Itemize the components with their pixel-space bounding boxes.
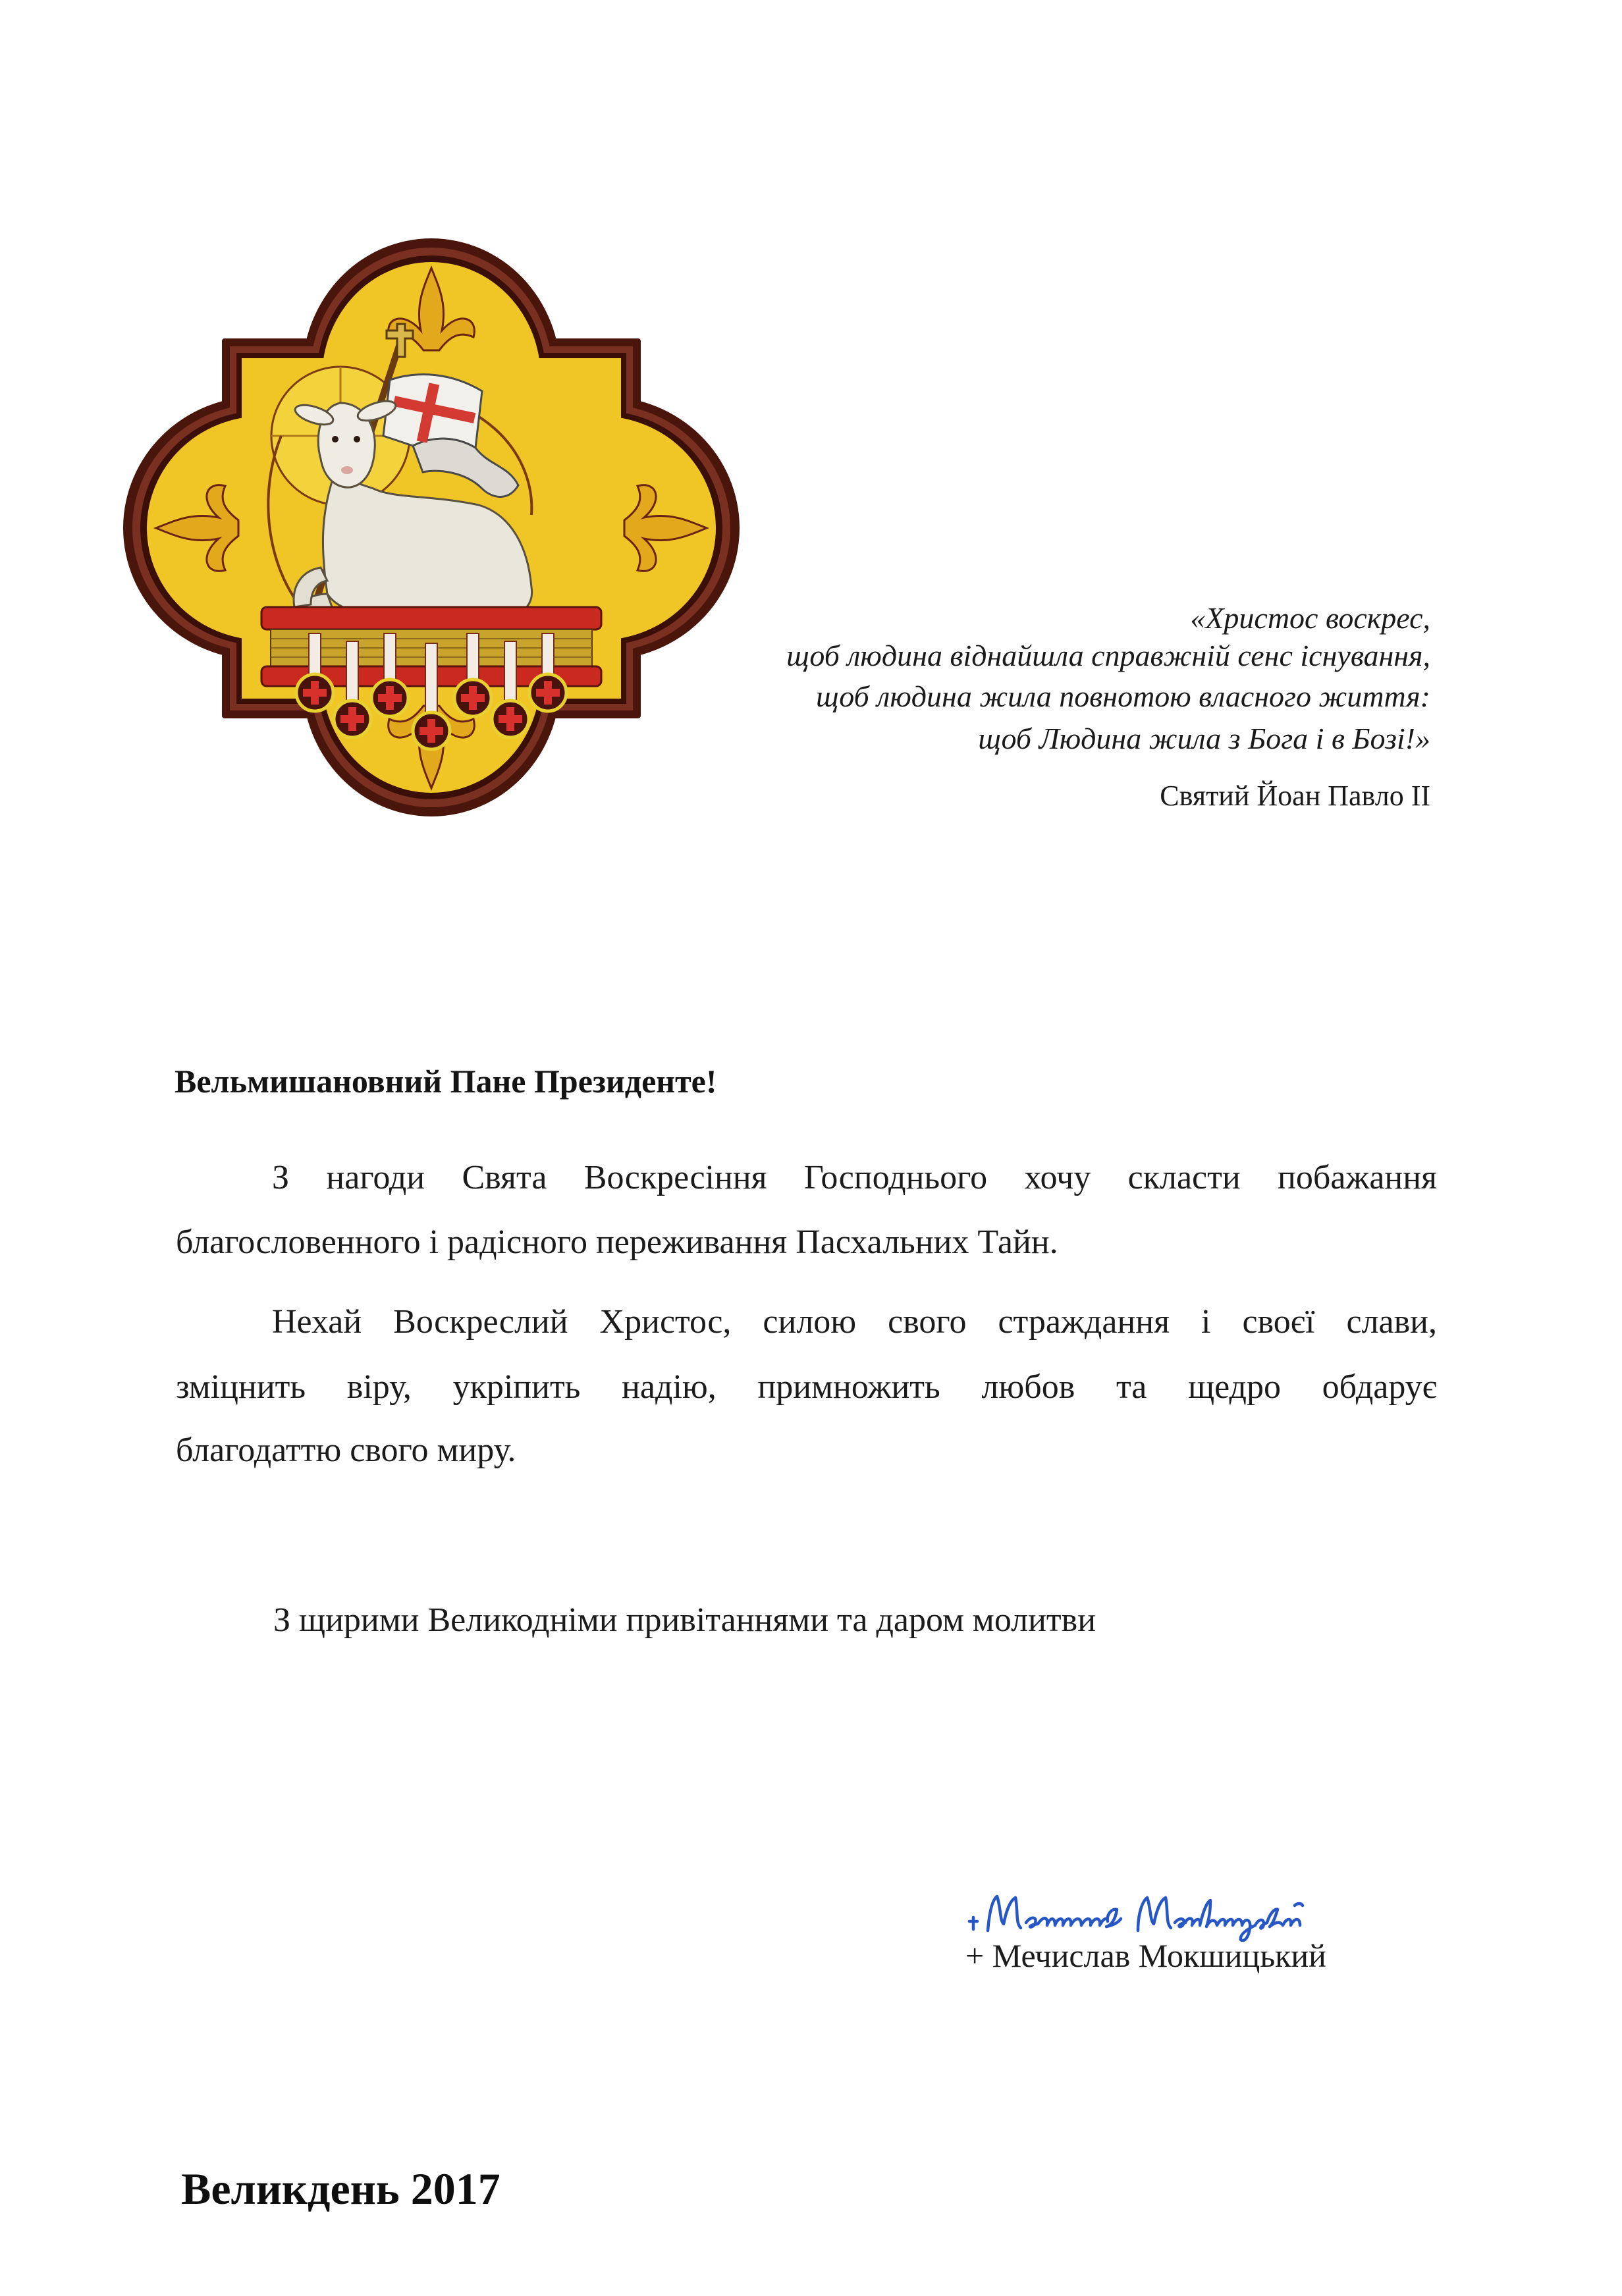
handwritten-signature xyxy=(965,1882,1420,1945)
salutation: Вельмишановний Пане Президенте! xyxy=(175,1063,717,1100)
quote-attribution: Святий Йоан Павло II xyxy=(1160,780,1430,812)
paragraph-2-line: благодаттю свого миру. xyxy=(176,1431,516,1469)
signatory-name: + Мечислав Мокшицький xyxy=(965,1937,1326,1974)
quote-line: щоб Людина жила з Бога і в Бозі!» xyxy=(978,722,1430,755)
paragraph-2-line: Нехай Воскреслий Христос, силою свого страждання і своєї слави, xyxy=(272,1303,1437,1341)
quote-line: щоб людина жила повнотою власного життя: xyxy=(815,680,1430,713)
date-line: Великдень 2017 xyxy=(181,2164,500,2214)
quote-line: «Христос воскрес, xyxy=(1190,601,1430,635)
paragraph-2-line: зміцнить віру, укріпить надію, примножить любов та щедро обдарує xyxy=(176,1368,1437,1406)
quote-line: щоб людина віднайшла справжній сенс існування, xyxy=(786,639,1430,672)
paragraph-1-line: благословенного і радісного переживання Пасхальних Тайн. xyxy=(176,1223,1058,1261)
paragraph-1-line: З нагоди Свята Воскресіння Господнього хочу скласти побажання xyxy=(272,1159,1437,1196)
closing-line: З щирими Великодніми привітаннями та даром молитви xyxy=(273,1601,1096,1639)
agnus-dei-emblem xyxy=(123,238,740,816)
